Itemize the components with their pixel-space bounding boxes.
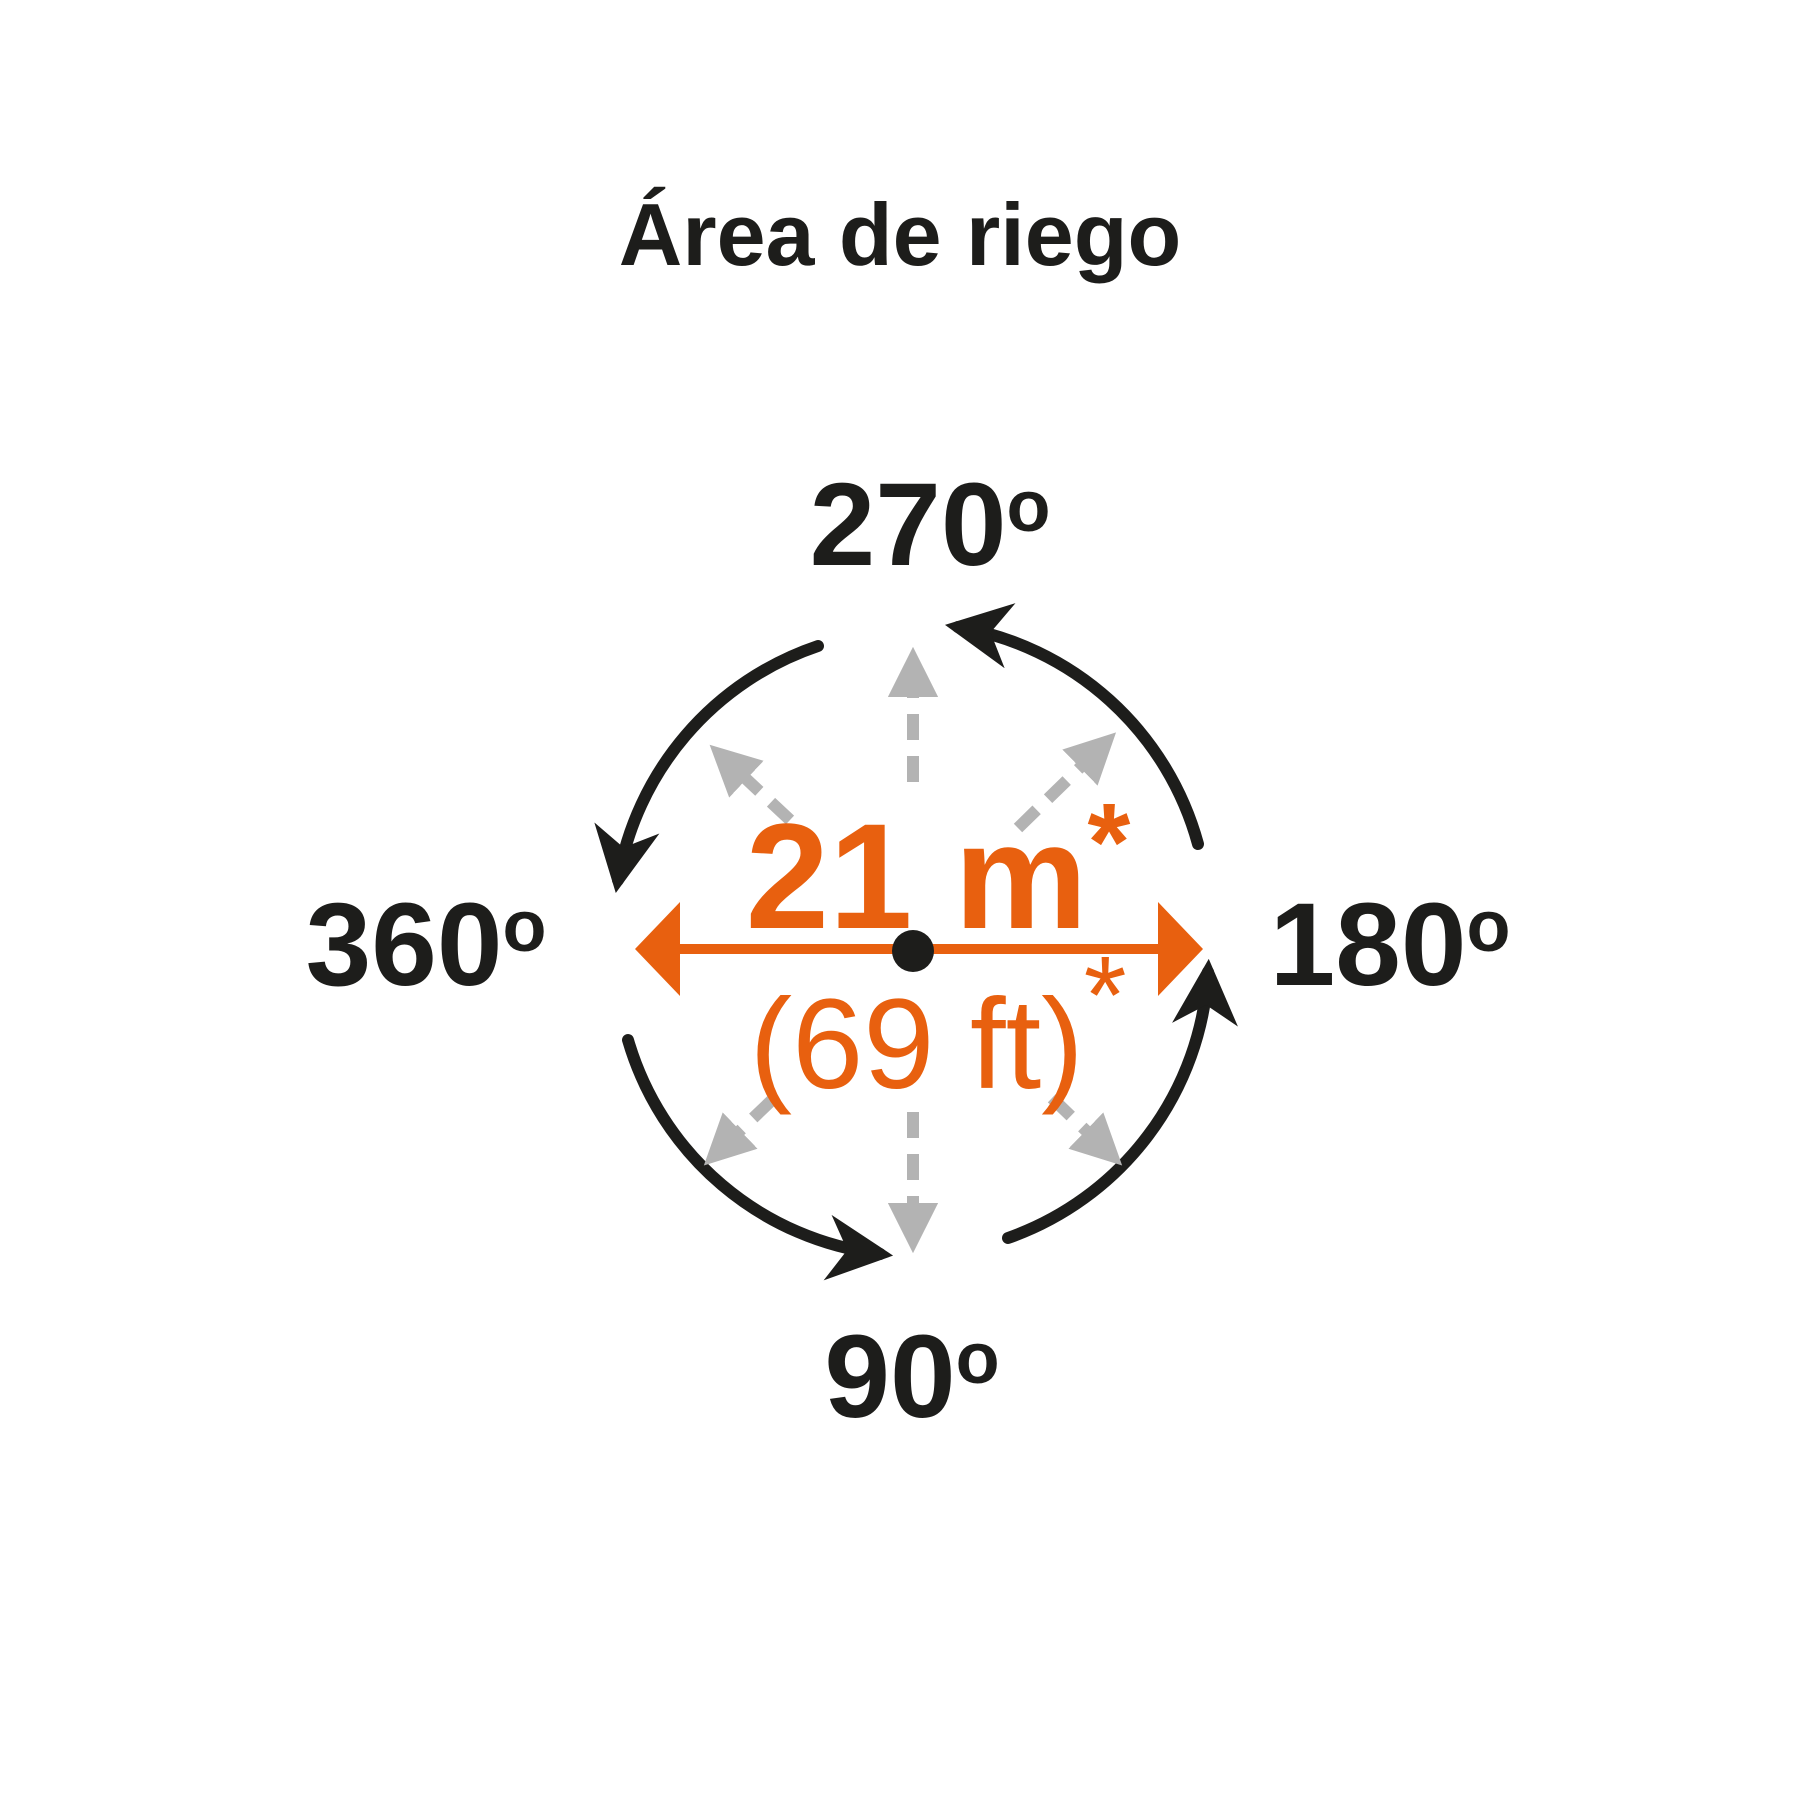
- range-imperial-label: (69 ft)*: [749, 934, 1127, 1116]
- diagram-title: Área de riego: [618, 185, 1182, 284]
- angle-label-360: 360$^o$: [305, 879, 547, 1011]
- angle-label-180: 180$^o$: [1269, 879, 1511, 1011]
- angle-label-270: 270$^o$: [809, 459, 1051, 591]
- range-metric-label: 21 m*: [745, 781, 1131, 960]
- angle-label-90: 90$^o$: [824, 1311, 1000, 1443]
